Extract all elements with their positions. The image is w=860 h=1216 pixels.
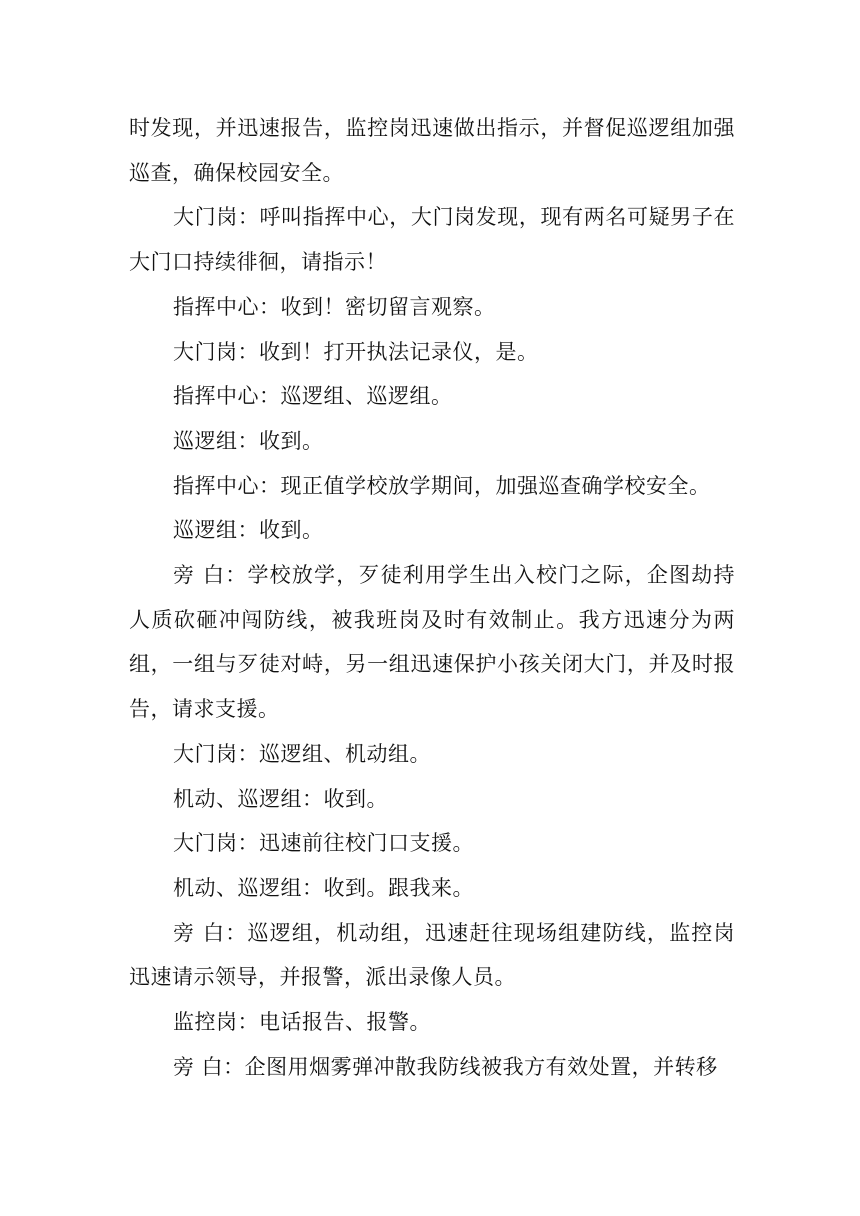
- paragraph: 监控岗：电话报告、报警。: [173, 1010, 431, 1035]
- document-body: [129, 106, 735, 1089]
- paragraph: 指挥中心：巡逻组、巡逻组。: [173, 384, 453, 409]
- paragraph: 巡逻组：收到。: [173, 428, 324, 453]
- paragraph: 机动、巡逻组：收到。跟我来。: [173, 875, 474, 900]
- paragraph: 大门岗：迅速前往校门口支援。: [173, 831, 474, 856]
- paragraph: 旁 白：巡逻组，机动组，迅速赶往现场组建防线，监控岗迅速请示领导，并报警，派出录像人员。: [129, 920, 735, 990]
- paragraph: 大门岗：巡逻组、机动组。: [173, 741, 431, 766]
- paragraph: 旁 白：企图用烟雾弹冲散我防线被我方有效处置，并转移: [173, 1054, 718, 1079]
- paragraph: 旁 白：学校放学，歹徒利用学生出入校门之际，企图劫持人质砍砸冲闯防线，被我班岗及时有效制止。我方迅速分为两组，一组与歹徒对峙，另一组迅速保护小孩关闭大门，并及时报告，请求支援。: [129, 563, 735, 722]
- paragraph: 指挥中心：收到！密切留言观察。: [173, 294, 496, 319]
- paragraph: 巡逻组：收到。: [173, 518, 324, 543]
- paragraph: 机动、巡逻组：收到。: [173, 786, 388, 811]
- paragraph: 大门岗：收到！打开执法记录仪，是。: [173, 339, 539, 364]
- paragraph: 时发现，并迅速报告，监控岗迅速做出指示，并督促巡逻组加强巡查，确保校园安全。: [129, 116, 735, 185]
- paragraph: 指挥中心：现正值学校放学期间，加强巡查确学校安全。: [173, 473, 711, 498]
- paragraph: 大门岗：呼叫指挥中心，大门岗发现，现有两名可疑男子在大门口持续徘徊，请指示！: [129, 205, 735, 275]
